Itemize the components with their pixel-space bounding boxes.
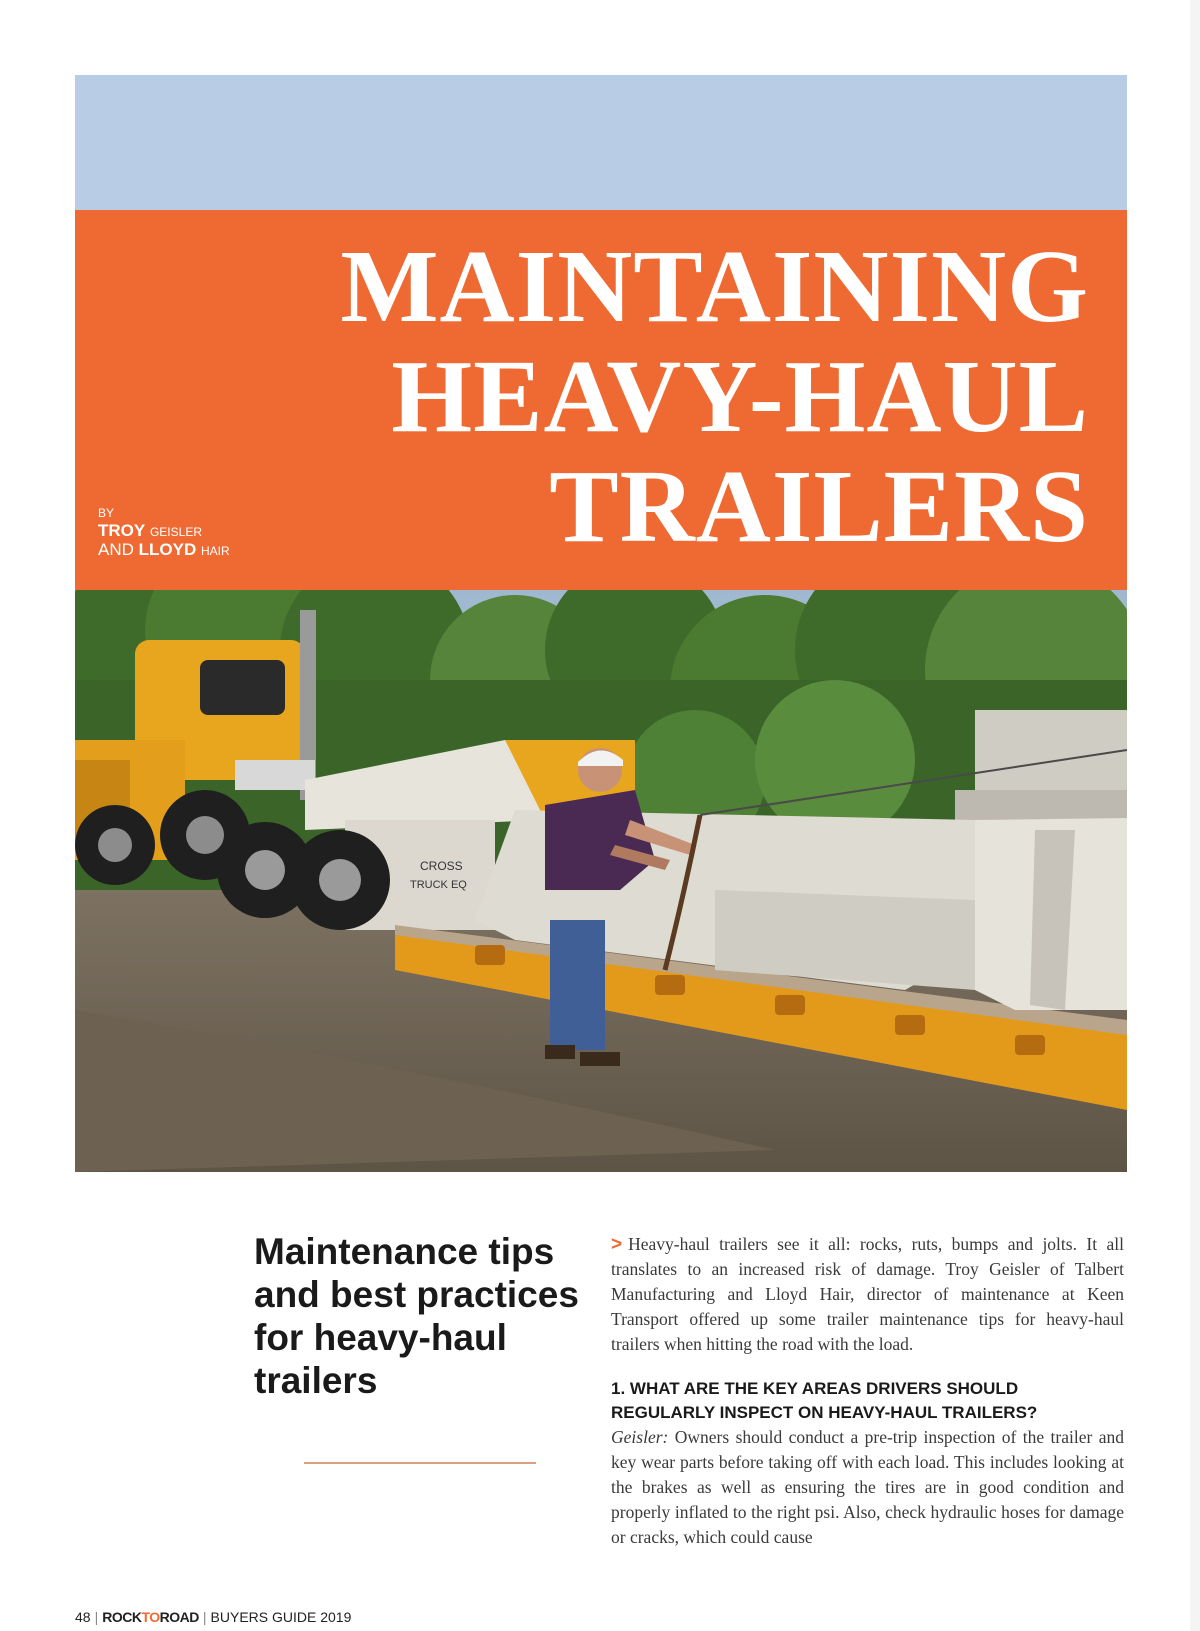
intro-paragraph — [611, 1232, 1124, 1357]
cab-sign-text: CROSS — [420, 859, 463, 873]
brand-logo — [102, 1609, 199, 1625]
cab-sign-text-2: TRUCK EQ — [410, 879, 467, 891]
article-body — [611, 1232, 1124, 1550]
author1-first-name: TROY — [98, 521, 146, 540]
subhead-divider — [304, 1462, 536, 1464]
header-blue-band — [75, 75, 1127, 210]
author1-last-name: GEISLER — [149, 525, 202, 539]
title-line-2: HEAVY-HAUL — [391, 339, 1089, 454]
issue-label: BUYERS GUIDE 2019 — [210, 1609, 352, 1625]
truck-trailer-illustration — [75, 590, 1127, 1172]
intro-arrow-icon: > — [611, 1234, 623, 1255]
byline-author-1 — [98, 522, 230, 541]
speaker-label: Geisler: — [611, 1427, 669, 1447]
author2-first-name: LLOYD — [138, 540, 197, 559]
title-line-1: MAINTAINING — [340, 229, 1089, 344]
brand-part-1: ROCK — [102, 1609, 142, 1625]
brand-part-2: TO — [141, 1609, 160, 1625]
footer-separator: | — [202, 1609, 207, 1625]
title-line-3: TRAILERS — [549, 449, 1089, 564]
page-footer — [75, 1609, 351, 1625]
byline-by: BY — [98, 506, 115, 520]
page-edge — [1190, 0, 1200, 1631]
byline-and: AND — [98, 540, 134, 559]
hero-photo — [75, 590, 1127, 1172]
answer-1-text: Owners should conduct a pre-trip inspection of the trailer and key wear parts before taking off with each load. This includes looking at the brakes as well as ensuring the tires are in good condition and properly inflated to the right psi. Also, check hydraulic hoses for damage or cracks, which could cause — [611, 1427, 1124, 1547]
author2-last-name: HAIR — [200, 544, 230, 558]
footer-separator: | — [94, 1609, 99, 1625]
intro-text: Heavy-haul trailers see it all: rocks, ruts, bumps and jolts. It all translates to an increased risk of damage. Troy Geisler of Talbert Manufacturing and Lloyd Hair, director of maintenance at Keen Transport offered up some trailer maintenance tips for heavy-haul trailers when hitting the road with the load. — [611, 1234, 1124, 1354]
title-banner — [75, 210, 1127, 590]
byline-author-2 — [98, 541, 230, 560]
page-number: 48 — [75, 1609, 91, 1625]
question-1-heading: 1. WHAT ARE THE KEY AREAS DRIVERS SHOULD REGULARLY INSPECT ON HEAVY-HAUL TRAILERS? — [611, 1379, 1038, 1422]
article-title — [340, 229, 1089, 564]
brand-part-3: ROAD — [159, 1609, 199, 1625]
answer-1-paragraph — [611, 1425, 1124, 1550]
byline — [98, 505, 230, 560]
article-subhead: Maintenance tips and best practices for heavy-haul trailers — [254, 1231, 579, 1401]
